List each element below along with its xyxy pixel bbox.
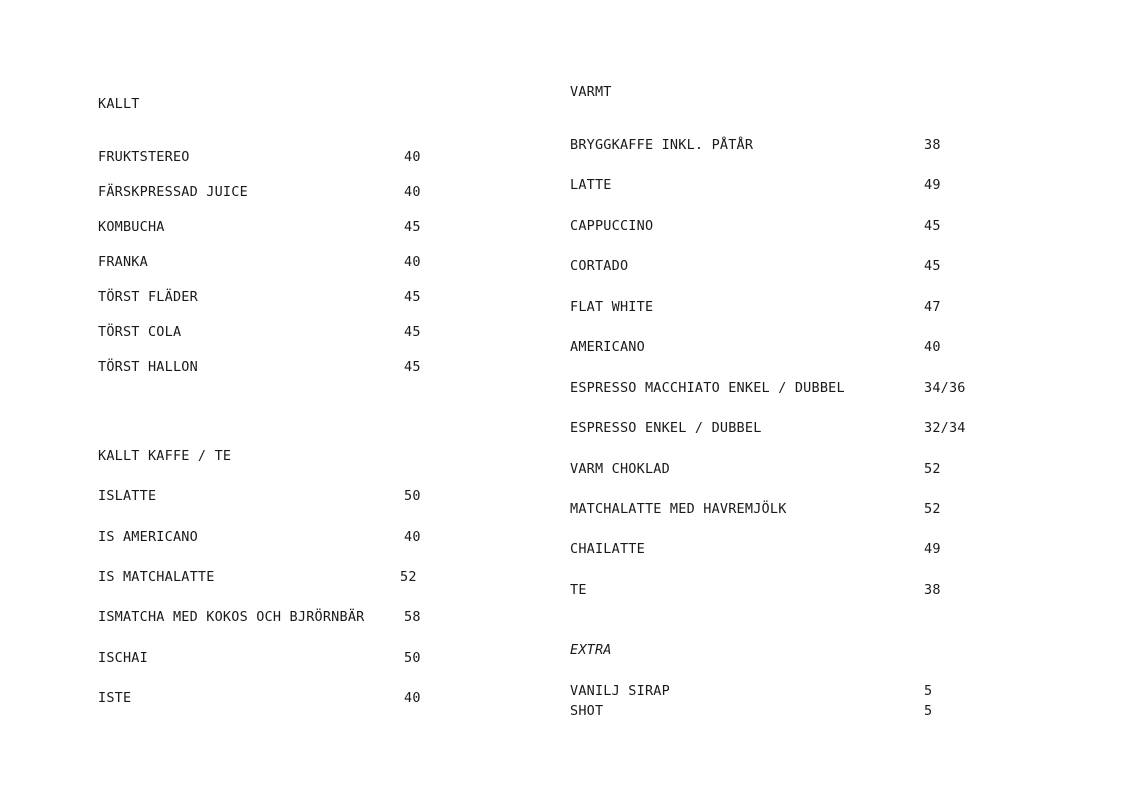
menu-item-name: ESPRESSO ENKEL / DUBBEL bbox=[570, 420, 762, 436]
menu-item-name: ISMATCHA MED KOKOS OCH BJRÖRNBÄR bbox=[98, 609, 365, 625]
menu-item-price: 47 bbox=[924, 299, 941, 315]
menu-item-price: 5 bbox=[924, 703, 933, 719]
section-heading-kallt: KALLT bbox=[98, 96, 140, 112]
menu-item-price: 45 bbox=[404, 219, 421, 235]
menu-item-name: TÖRST COLA bbox=[98, 324, 182, 340]
menu-item-name: KOMBUCHA bbox=[98, 219, 165, 235]
menu-item-name: FLAT WHITE bbox=[570, 299, 654, 315]
menu-item-price: 5 bbox=[924, 683, 933, 699]
menu-item-name: FÄRSKPRESSAD JUICE bbox=[98, 184, 248, 200]
menu-item-price: 45 bbox=[404, 289, 421, 305]
menu-item-price: 38 bbox=[924, 582, 941, 598]
menu-item-price: 40 bbox=[924, 339, 941, 355]
menu-item-price: 40 bbox=[404, 690, 421, 706]
menu-item-price: 40 bbox=[404, 184, 421, 200]
menu-item-name: VARM CHOKLAD bbox=[570, 461, 670, 477]
menu-item-name: LATTE bbox=[570, 177, 612, 193]
menu-item-name: AMERICANO bbox=[570, 339, 645, 355]
menu-item-price: 40 bbox=[404, 149, 421, 165]
menu-item-price: 38 bbox=[924, 137, 941, 153]
menu-item-price: 34/36 bbox=[924, 380, 966, 396]
menu-item-price: 49 bbox=[924, 541, 941, 557]
menu-item-price: 45 bbox=[924, 218, 941, 234]
section-heading-extra: EXTRA bbox=[570, 642, 612, 658]
menu-item-price: 58 bbox=[404, 609, 421, 625]
menu-item-name: ISLATTE bbox=[98, 488, 157, 504]
menu-item-name: TÖRST HALLON bbox=[98, 359, 198, 375]
menu-item-price: 52 bbox=[924, 461, 941, 477]
menu-item-price: 40 bbox=[404, 529, 421, 545]
menu-item-name: ESPRESSO MACCHIATO ENKEL / DUBBEL bbox=[570, 380, 845, 396]
menu-item-name: FRUKTSTEREO bbox=[98, 149, 190, 165]
menu-item-name: MATCHALATTE MED HAVREMJÖLK bbox=[570, 501, 787, 517]
menu-item-price: 45 bbox=[404, 324, 421, 340]
section-heading-kallt-kaffe: KALLT KAFFE / TE bbox=[98, 448, 232, 464]
menu-item-name: CORTADO bbox=[570, 258, 629, 274]
menu-item-price: 40 bbox=[404, 254, 421, 270]
menu-item-name: CAPPUCCINO bbox=[570, 218, 654, 234]
menu-item-price: 50 bbox=[404, 650, 421, 666]
menu-item-name: IS MATCHALATTE bbox=[98, 569, 215, 585]
menu-item-price: 50 bbox=[404, 488, 421, 504]
menu-item-name: TÖRST FLÄDER bbox=[98, 289, 198, 305]
menu-item-name: ISCHAI bbox=[98, 650, 148, 666]
menu-item-price: 45 bbox=[404, 359, 421, 375]
menu-item-name: BRYGGKAFFE INKL. PÅTÅR bbox=[570, 137, 754, 153]
menu-item-price: 52 bbox=[400, 569, 417, 585]
menu-item-price: 49 bbox=[924, 177, 941, 193]
menu-item-price: 32/34 bbox=[924, 420, 966, 436]
section-heading-varmt: VARMT bbox=[570, 84, 612, 100]
menu-item-price: 52 bbox=[924, 501, 941, 517]
menu-item-name: VANILJ SIRAP bbox=[570, 683, 670, 699]
menu-item-name: CHAILATTE bbox=[570, 541, 645, 557]
menu-item-name: TE bbox=[570, 582, 587, 598]
menu-item-name: ISTE bbox=[98, 690, 132, 706]
menu-item-price: 45 bbox=[924, 258, 941, 274]
menu-item-name: FRANKA bbox=[98, 254, 148, 270]
menu-item-name: SHOT bbox=[570, 703, 604, 719]
menu-item-name: IS AMERICANO bbox=[98, 529, 198, 545]
